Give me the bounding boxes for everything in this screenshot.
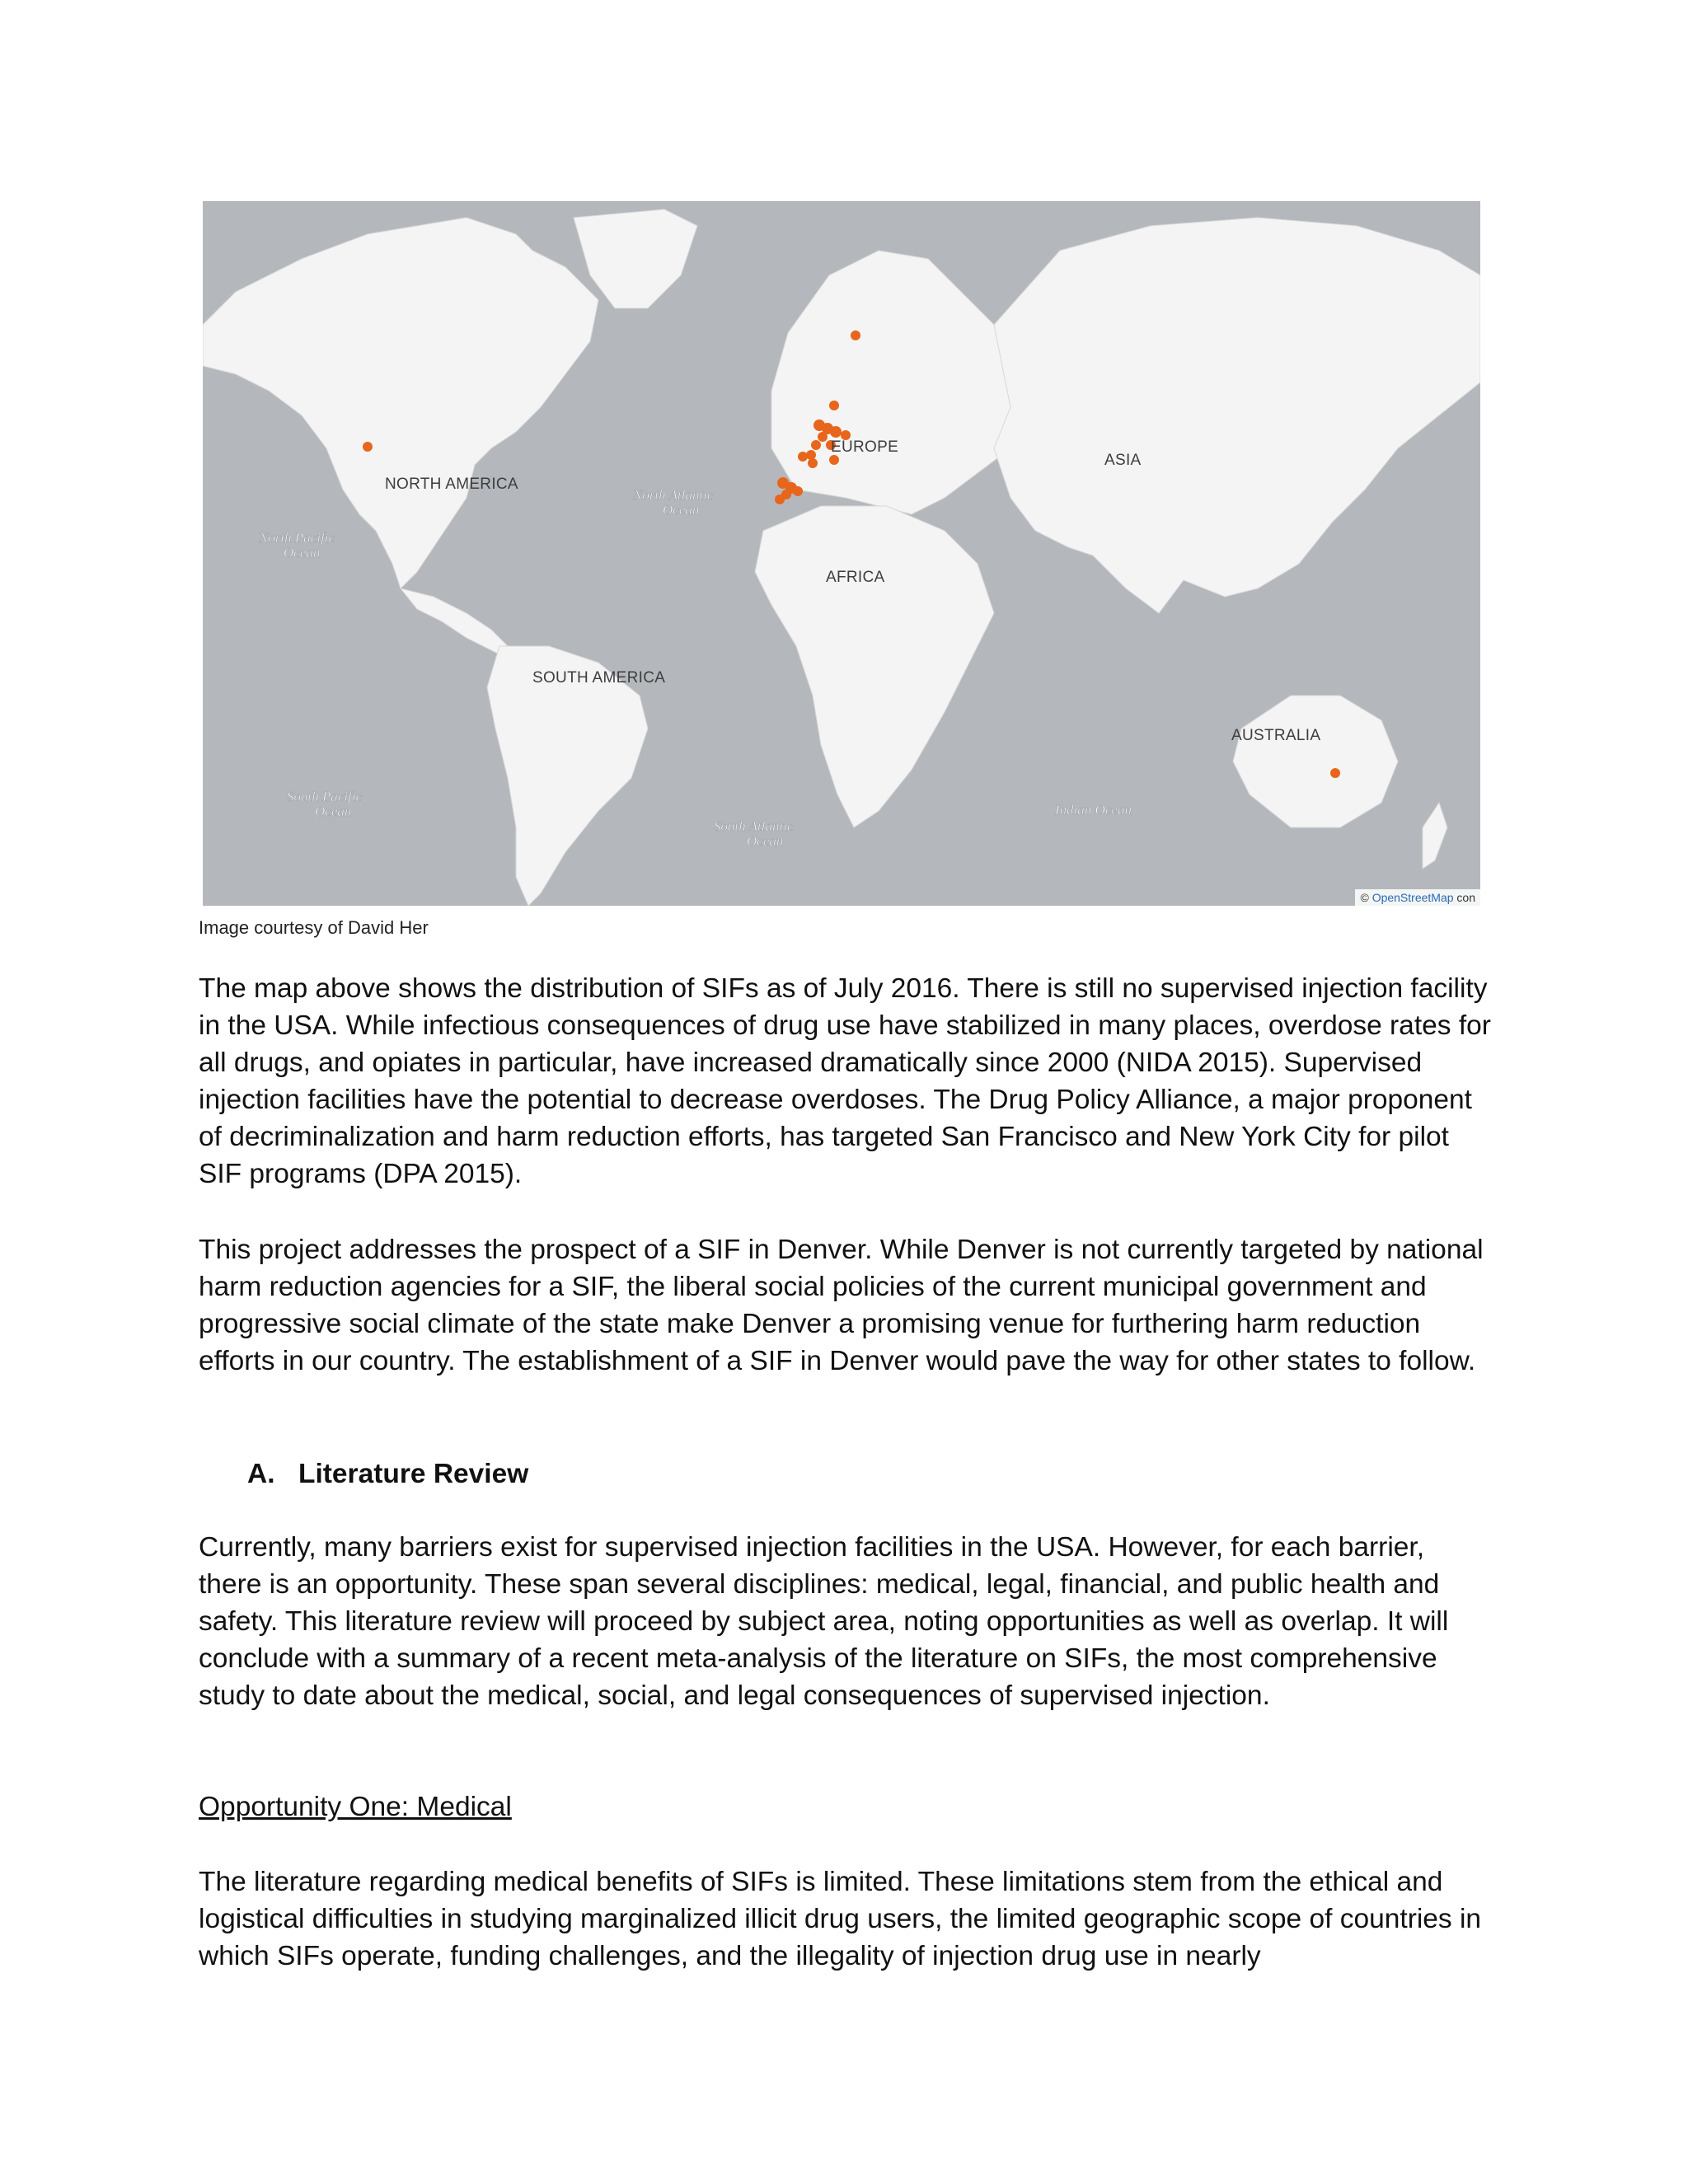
- world-map-figure: [203, 201, 1480, 906]
- label-south-atlantic-2: Ocean: [747, 833, 784, 849]
- label-south-pacific-1: South Pacific: [287, 789, 363, 804]
- sif-marker: [775, 494, 785, 504]
- copyright-symbol: ©: [1360, 891, 1369, 904]
- image-caption: Image courtesy of David Her: [199, 917, 429, 938]
- sif-marker: [806, 450, 816, 460]
- attribution-suffix: con: [1456, 891, 1475, 904]
- sif-marker: [830, 426, 842, 438]
- sif-marker: [1330, 768, 1340, 778]
- label-australia: AUSTRALIA: [1231, 727, 1321, 744]
- section-marker: A.: [247, 1459, 275, 1489]
- paragraph-medical: The literature regarding medical benefits of SIFs is limited. These limitations stem from the ethical and logistical difficulties in studying marginalized illicit drug users, the limited geographic scope of countries in which SIFs operate, funding challenges, and the illegality of injection drug use in nearly: [199, 1867, 1482, 1971]
- openstreetmap-link[interactable]: OpenStreetMap: [1372, 891, 1454, 904]
- sif-marker: [829, 401, 839, 410]
- label-europe: EUROPE: [831, 438, 899, 456]
- label-africa: AFRICA: [826, 569, 885, 586]
- sif-marker: [851, 330, 860, 340]
- map-attribution: [1355, 889, 1480, 906]
- sif-marker: [818, 432, 828, 442]
- label-south-atlantic-1: South Atlantic: [714, 818, 794, 834]
- label-north-america: NORTH AMERICA: [385, 476, 518, 493]
- label-north-pacific-1: North Pacific: [259, 530, 335, 546]
- sif-marker: [829, 455, 839, 465]
- label-north-pacific-2: Ocean: [284, 545, 321, 560]
- label-north-atlantic-1: North Atlantic: [633, 487, 714, 503]
- label-asia: ASIA: [1104, 452, 1142, 469]
- sif-marker: [793, 486, 803, 496]
- section-heading: [247, 1455, 528, 1493]
- world-map: [203, 201, 1480, 906]
- paragraph-map-description: The map above shows the distribution of SIFs as of July 2016. There is still no supervised injection facility in the USA. While infectious consequences of drug use have stabilized in many places, overdose rates for all drugs, and opiates in particular, have increased dramatically since 2000 (NIDA 2015). Supervised injection facilities have the potential to decrease overdoses. The Drug Policy Alliance, a major proponent of decriminalization and harm reduction efforts, has targeted San Francisco and New York City for pilot SIF programs (DPA 2015).: [199, 973, 1491, 1189]
- paragraph-denver-project: This project addresses the prospect of a SIF in Denver. While Denver is not currently targeted by national harm reduction agencies for a SIF, the liberal social policies of the current municipal government and progressive social climate of the state make Denver a promising venue for furthering harm reduction efforts in our country. The establishment of a SIF in Denver would pave the way for other states to follow.: [199, 1235, 1484, 1376]
- sif-marker: [798, 452, 808, 462]
- sif-marker: [363, 442, 373, 452]
- label-south-america: SOUTH AMERICA: [532, 669, 666, 687]
- label-indian-ocean: Indian Ocean: [1055, 802, 1132, 818]
- sif-marker: [808, 458, 818, 468]
- subsection-heading: Opportunity One: Medical: [199, 1792, 512, 1822]
- sif-marker: [811, 440, 821, 450]
- label-north-atlantic-2: Ocean: [663, 502, 700, 518]
- section-heading-text: Literature Review: [298, 1459, 529, 1489]
- paragraph-literature-intro: Currently, many barriers exist for supervised injection facilities in the USA. However, for each barrier, there is an opportunity. These span several disciplines: medical, legal, financial, and public health and safety. This literature review will proceed by subject area, noting opportunities as well as overlap. It will conclude with a summary of a recent meta-analysis of the literature on SIFs, the most comprehensive study to date about the medical, social, and legal consequences of supervised injection.: [199, 1532, 1449, 1711]
- label-south-pacific-2: Ocean: [315, 804, 352, 819]
